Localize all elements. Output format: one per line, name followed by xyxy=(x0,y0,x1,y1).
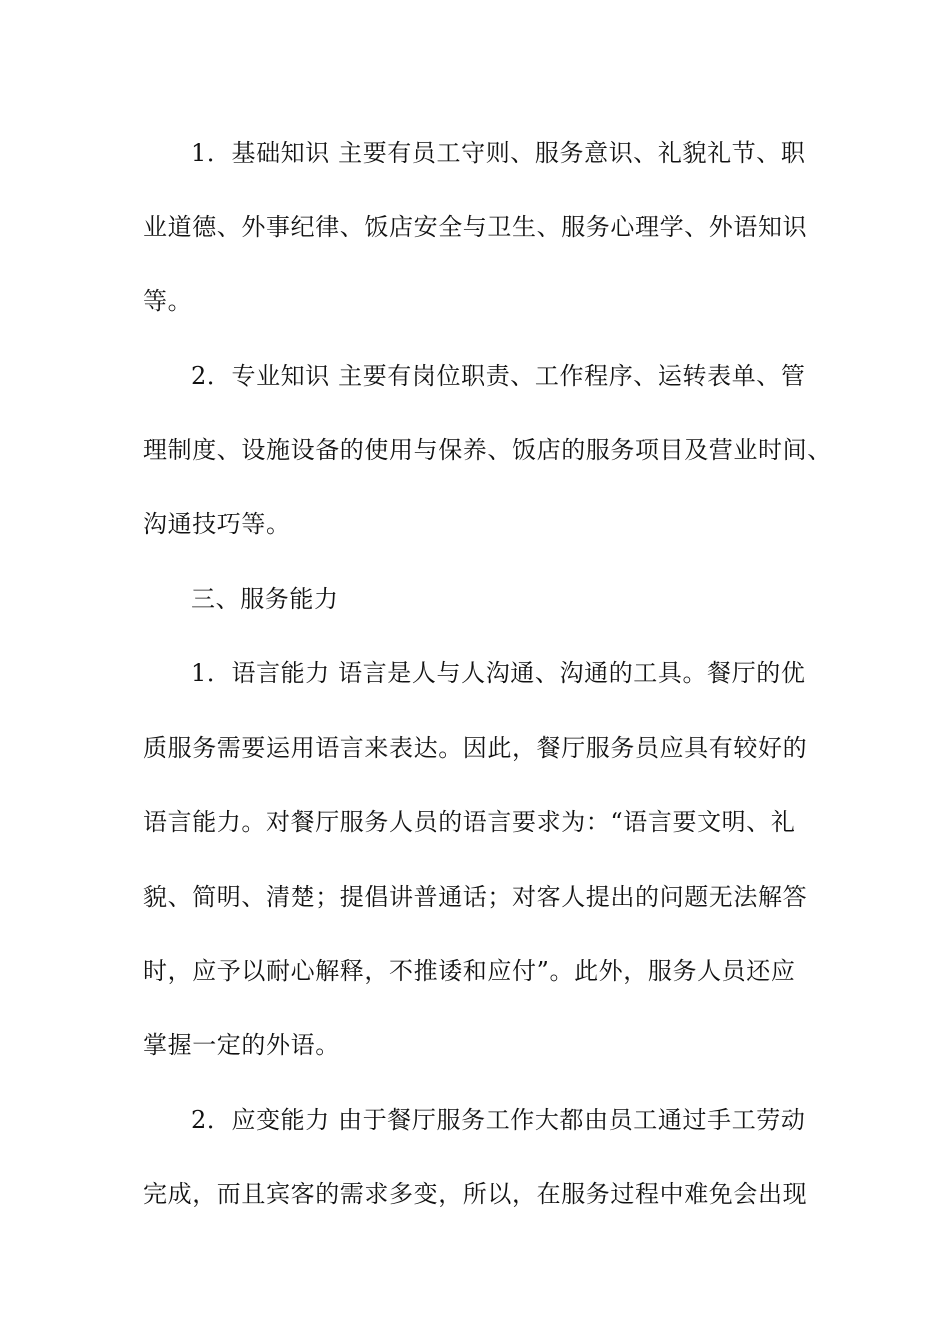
paragraph-language-ability-line-3: 语言能力。对餐厅服务人员的语言要求为：“语言要文明、礼 xyxy=(143,808,796,836)
paragraph-professional-knowledge-line-3: 沟通技巧等。 xyxy=(143,510,291,538)
paragraph-basic-knowledge-line-2: 业道德、外事纪律、饭店安全与卫生、服务心理学、外语知识 xyxy=(143,213,808,241)
paragraph-professional-knowledge-line-1: 2．专业知识 主要有岗位职责、工作程序、运转表单、管 xyxy=(191,362,806,390)
paragraph-language-ability-line-6: 掌握一定的外语。 xyxy=(143,1031,340,1059)
paragraph-language-ability-line-5: 时，应予以耐心解释，不推诿和应付”。此外，服务人员还应 xyxy=(143,957,796,985)
paragraph-language-ability-line-2: 质服务需要运用语言来表达。因此，餐厅服务员应具有较好的 xyxy=(143,734,808,762)
paragraph-professional-knowledge-line-2: 理制度、设施设备的使用与保养、饭店的服务项目及营业时间、 xyxy=(143,436,832,464)
paragraph-language-ability-line-1: 1．语言能力 语言是人与人沟通、沟通的工具。餐厅的优 xyxy=(191,659,806,687)
section-heading-service-ability: 三、服务能力 xyxy=(191,585,339,613)
paragraph-basic-knowledge-line-3: 等。 xyxy=(143,287,193,315)
paragraph-adaptability-line-1: 2．应变能力 由于餐厅服务工作大都由员工通过手工劳动 xyxy=(191,1106,806,1134)
paragraph-adaptability-line-2: 完成，而且宾客的需求多变，所以，在服务过程中难免会出现 xyxy=(143,1180,808,1208)
paragraph-basic-knowledge-line-1: 1．基础知识 主要有员工守则、服务意识、礼貌礼节、职 xyxy=(191,139,806,167)
paragraph-language-ability-line-4: 貌、简明、清楚；提倡讲普通话；对客人提出的问题无法解答 xyxy=(143,883,808,911)
